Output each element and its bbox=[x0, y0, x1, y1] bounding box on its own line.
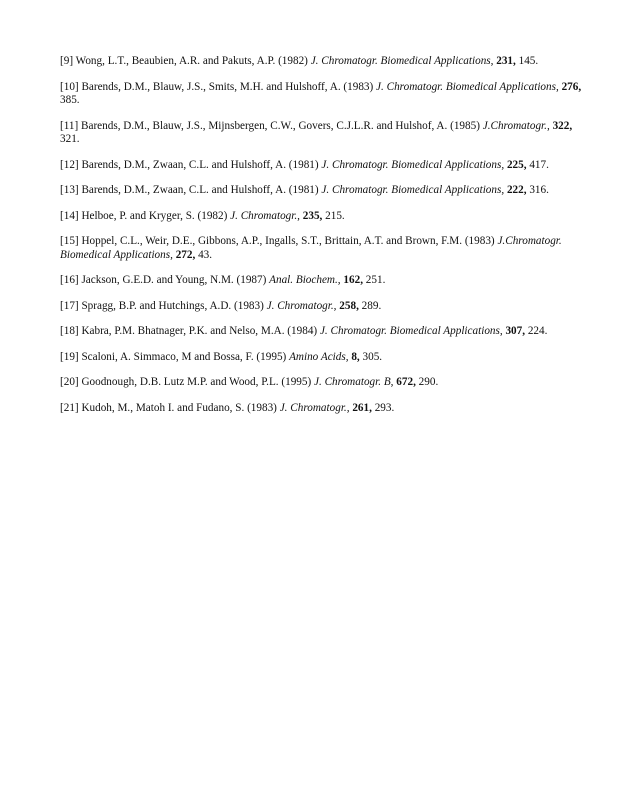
ref-pages: 305. bbox=[362, 350, 383, 363]
ref-pages: 321. bbox=[60, 133, 80, 145]
ref-pages: 251. bbox=[365, 274, 386, 286]
ref-journal: Anal. Biochem., bbox=[269, 274, 341, 286]
reference-list bbox=[60, 55, 585, 427]
reference-9 bbox=[60, 55, 585, 69]
ref-pages: 293. bbox=[374, 401, 395, 414]
ref-authors: Barends, D.M., Zwaan, C.L. and Hulshoff, A. (1981) bbox=[81, 184, 319, 196]
ref-journal: J.Chromatogr. Biomedical Applications, bbox=[60, 235, 562, 261]
ref-number: [20] bbox=[60, 376, 79, 388]
ref-volume: 235, bbox=[302, 209, 323, 222]
reference-16 bbox=[60, 274, 585, 288]
ref-authors: Barends, D.M., Blauw, J.S., Smits, M.H. and Hulshoff, A. (1983) bbox=[81, 80, 374, 93]
ref-pages: 289. bbox=[361, 299, 382, 312]
ref-number: [9] bbox=[60, 55, 74, 67]
ref-volume: 276, bbox=[561, 80, 582, 93]
ref-volume: 272, bbox=[175, 248, 196, 261]
ref-journal: J. Chromatogr., bbox=[266, 299, 337, 312]
ref-number: [18] bbox=[60, 325, 79, 337]
ref-journal: J. Chromatogr. Biomedical Applications, bbox=[310, 55, 494, 67]
ref-authors: Kabra, P.M. Bhatnager, P.K. and Nelso, M.A. (1984) bbox=[81, 325, 318, 337]
ref-volume: 672, bbox=[396, 376, 416, 388]
ref-number: [14] bbox=[60, 209, 79, 222]
ref-volume: 307, bbox=[505, 325, 526, 337]
ref-volume: 222, bbox=[506, 184, 527, 196]
ref-journal: J. Chromatogr. Biomedical Applications, bbox=[319, 325, 503, 337]
ref-number: [19] bbox=[60, 350, 79, 363]
ref-authors: Kudoh, M., Matoh I. and Fudano, S. (1983) bbox=[81, 401, 277, 414]
ref-volume: 322, bbox=[552, 119, 573, 132]
reference-13 bbox=[60, 184, 585, 198]
ref-pages: 224. bbox=[527, 325, 548, 337]
ref-number: [12] bbox=[60, 158, 79, 171]
ref-volume: 225, bbox=[506, 158, 527, 171]
ref-pages: 290. bbox=[418, 376, 439, 388]
reference-15 bbox=[60, 235, 585, 262]
ref-number: [16] bbox=[60, 274, 79, 286]
ref-journal: J. Chromatogr. B, bbox=[314, 376, 394, 388]
ref-journal: J. Chromatogr., bbox=[279, 401, 350, 414]
ref-volume: 231, bbox=[496, 55, 516, 67]
ref-volume: 162, bbox=[343, 274, 363, 286]
ref-authors: Goodnough, D.B. Lutz M.P. and Wood, P.L. (1995) bbox=[81, 376, 312, 388]
ref-authors: Helboe, P. and Kryger, S. (1982) bbox=[81, 209, 228, 222]
ref-pages: 417. bbox=[529, 158, 549, 171]
ref-volume: 8, bbox=[351, 350, 360, 363]
ref-authors: Jackson, G.E.D. and Young, N.M. (1987) bbox=[81, 274, 267, 286]
ref-volume: 261, bbox=[352, 401, 372, 414]
reference-19 bbox=[60, 351, 585, 365]
ref-number: [15] bbox=[60, 235, 79, 247]
reference-21 bbox=[60, 402, 585, 416]
ref-journal: J. Chromatogr. Biomedical Applications, bbox=[321, 184, 505, 196]
reference-14 bbox=[60, 210, 585, 224]
ref-authors: Barends, D.M., Zwaan, C.L. and Hulshoff, A. (1981) bbox=[81, 158, 319, 171]
reference-11 bbox=[60, 120, 585, 147]
reference-20 bbox=[60, 376, 585, 390]
ref-number: [11] bbox=[60, 119, 79, 132]
ref-volume: 258, bbox=[339, 299, 359, 312]
reference-10 bbox=[60, 81, 585, 108]
ref-authors: Barends, D.M., Blauw, J.S., Mijnsbergen, C.W., Govers, C.J.L.R. and Hulshof, A. (1985) bbox=[81, 119, 480, 132]
reference-18 bbox=[60, 325, 585, 339]
ref-authors: Spragg, B.P. and Hutchings, A.D. (1983) bbox=[81, 299, 264, 312]
ref-pages: 145. bbox=[518, 55, 539, 67]
reference-12 bbox=[60, 159, 585, 173]
ref-journal: J. Chromatogr. Biomedical Applications, bbox=[376, 80, 559, 93]
ref-number: [21] bbox=[60, 401, 79, 414]
ref-pages: 215. bbox=[325, 209, 345, 222]
ref-authors: Wong, L.T., Beaubien, A.R. and Pakuts, A.P. (1982) bbox=[75, 55, 308, 67]
ref-journal: Amino Acids, bbox=[289, 350, 349, 363]
ref-number: [10] bbox=[60, 80, 79, 93]
reference-17 bbox=[60, 300, 585, 314]
ref-journal: J.Chromatogr., bbox=[482, 119, 550, 132]
ref-number: [17] bbox=[60, 299, 79, 312]
ref-pages: 316. bbox=[529, 184, 549, 196]
ref-journal: J. Chromatogr. Biomedical Applications, bbox=[321, 158, 505, 171]
ref-authors: Scaloni, A. Simmaco, M and Bossa, F. (1995) bbox=[81, 350, 287, 363]
ref-pages: 43. bbox=[198, 248, 213, 261]
ref-authors: Hoppel, C.L., Weir, D.E., Gibbons, A.P., Ingalls, S.T., Brittain, A.T. and Brown, F.M. (1983) bbox=[81, 235, 495, 247]
ref-pages: 385. bbox=[60, 94, 80, 106]
ref-number: [13] bbox=[60, 184, 79, 196]
ref-journal: J. Chromatogr., bbox=[230, 209, 300, 222]
